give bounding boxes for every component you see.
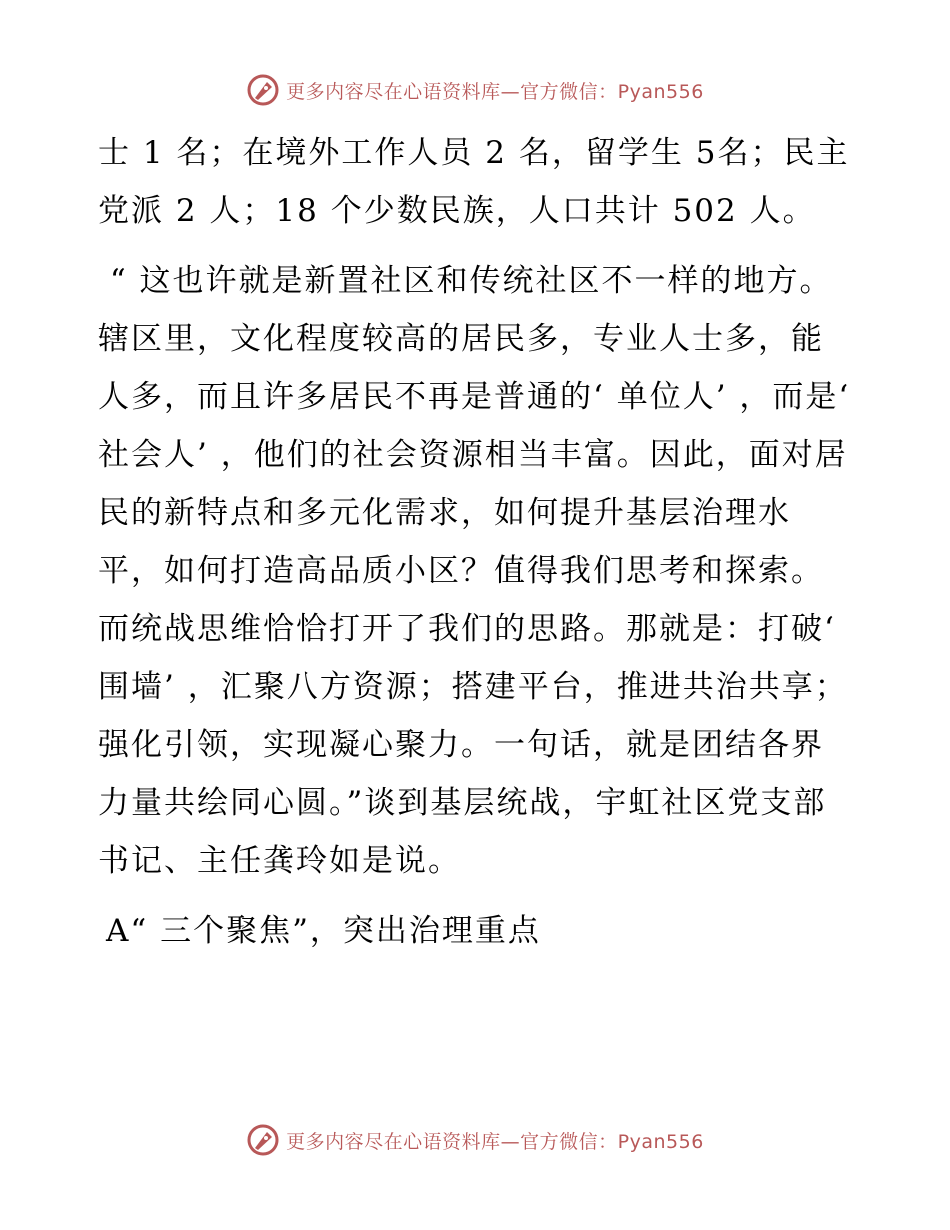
pen-nib-circle-icon [246,1123,280,1157]
paragraph-1: 士 1 名；在境外工作人员 2 名，留学生 5名；民主党派 2 人；18 个少数民族，人口共计 502 人。 [98,135,850,229]
section-heading: A“ 三个聚焦”，突出治理重点 [106,913,541,949]
watermark-footer [0,1120,950,1160]
paragraph-2: “ 这也许就是新置社区和传统社区不一样的地方。辖区里，文化程度较高的居民多，专业人士多，能人多，而且许多居民不再是普通的‘ 单位人’ ，而是‘ 社会人’ ，他们的社会资源相当丰富。因此，面对居民的新特点和多元化需求，如何提升基层治理水平，如何打造高品质小区？值得我们思考和探索。而统战思维恰恰打开了我们的思路。那就是：打破‘ 围墙’ ，汇聚八方资源；搭建平台，推进共治共享；强化引领，实现凝心聚力。一句话，就是团结各界力量共绘同心圆。”谈到基层统战，宇虹社区党支部书记、主任龚玲如是说。 [98,263,863,879]
watermark-text: 更多内容尽在心语资料库—官方微信：Pyan556 [286,80,704,103]
pen-nib-circle-icon [246,73,280,107]
document-body [98,124,863,960]
watermark-text: 更多内容尽在心语资料库—官方微信：Pyan556 [286,1130,704,1153]
watermark-header [0,70,950,110]
